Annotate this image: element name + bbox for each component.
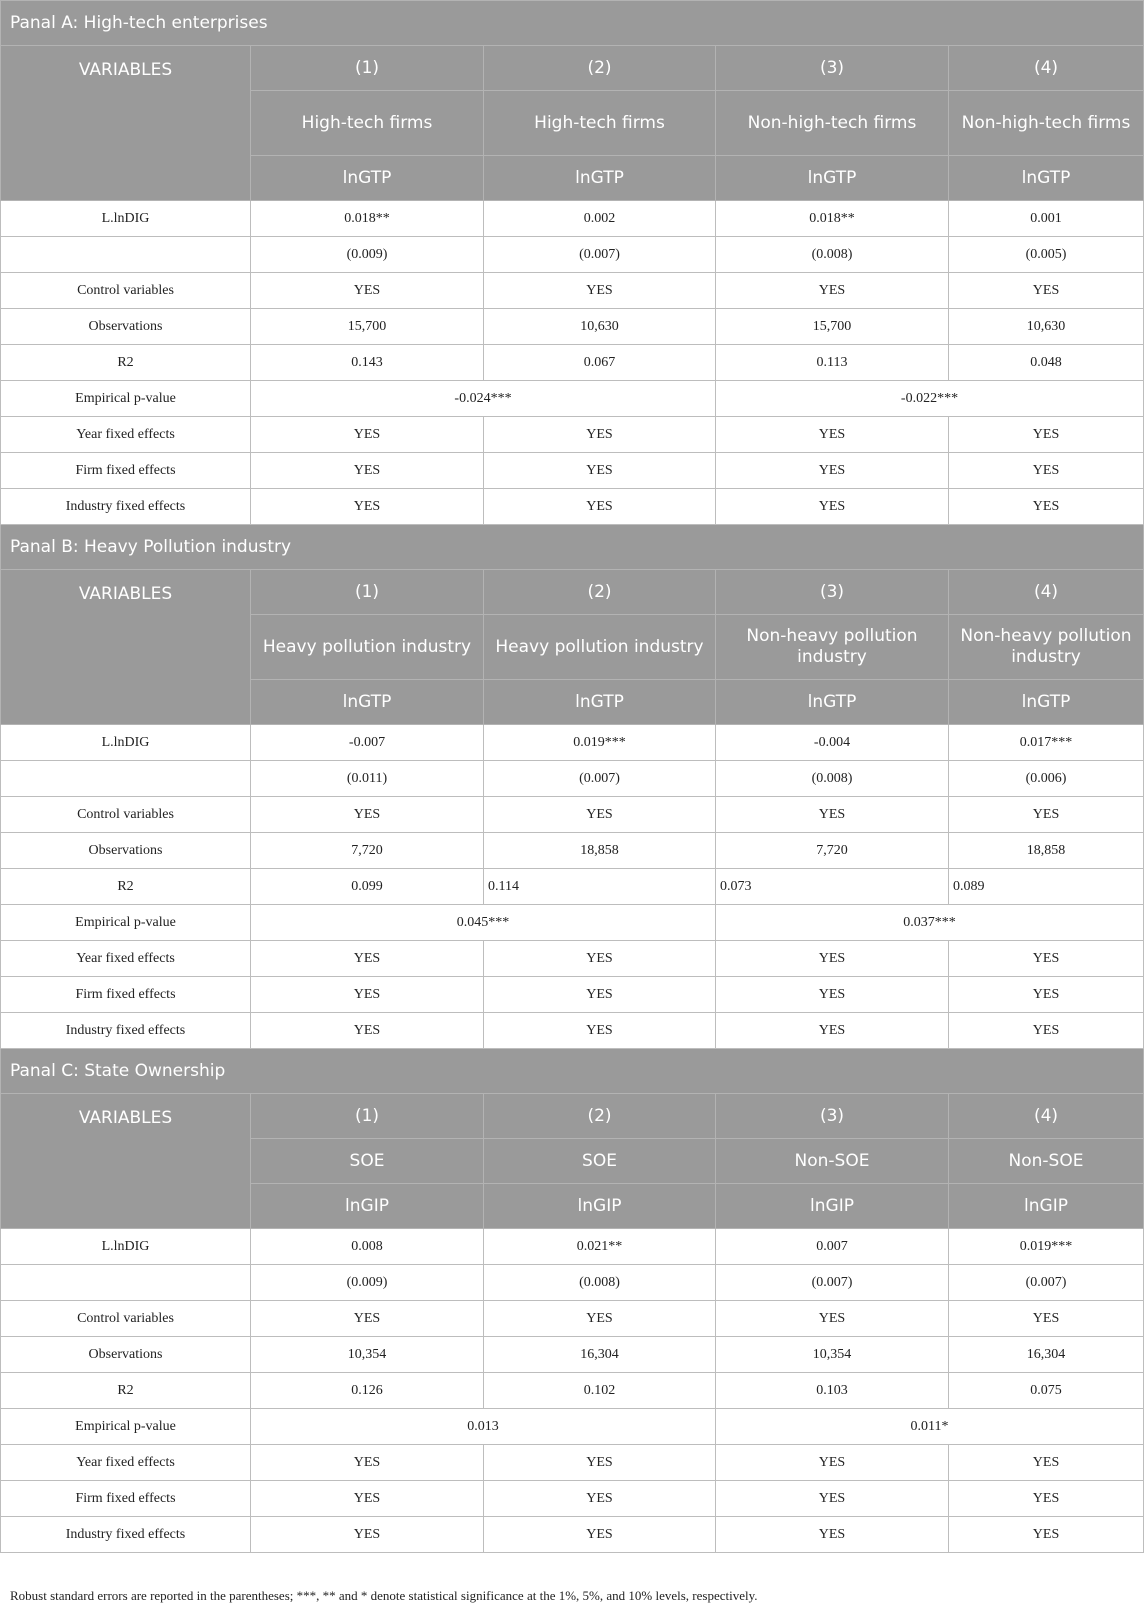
dependent-variable: lnGTP [716,680,949,725]
column-number: (4) [949,570,1144,615]
column-number: (3) [716,46,949,91]
table-row [1,1481,1144,1517]
table-row [1,345,1144,381]
dependent-variable: lnGTP [251,680,484,725]
value-cell: YES [716,797,949,833]
pvalue-cell: -0.022*** [716,381,1144,417]
group-header: Heavy pollution industry [251,615,484,680]
table-row [1,905,1144,941]
dependent-variable: lnGTP [484,156,716,201]
coef-cell: 0.019*** [949,1229,1144,1265]
pvalue-cell: 0.037*** [716,905,1144,941]
value-cell: YES [716,1445,949,1481]
se-cell: (0.008) [716,761,949,797]
row-label: Empirical p-value [1,1409,251,1445]
column-number: (4) [949,46,1144,91]
group-header: Non-high-tech firms [716,91,949,156]
value-cell: 0.126 [251,1373,484,1409]
row-label: Observations [1,833,251,869]
table-row [1,1265,1144,1301]
pvalue-cell: 0.013 [251,1409,716,1445]
value-cell: YES [484,417,716,453]
value-cell: YES [949,489,1144,525]
pvalue-cell: 0.011* [716,1409,1144,1445]
row-label: R2 [1,345,251,381]
value-cell: 10,630 [949,309,1144,345]
dependent-variable: lnGIP [716,1184,949,1229]
table-row [1,761,1144,797]
coef-cell: 0.002 [484,201,716,237]
column-number: (1) [251,1094,484,1139]
dependent-variable: lnGIP [484,1184,716,1229]
group-header: High-tech firms [484,91,716,156]
value-cell: YES [949,417,1144,453]
row-label: Firm fixed effects [1,977,251,1013]
pvalue-cell: -0.024*** [251,381,716,417]
coef-cell: 0.018** [716,201,949,237]
value-cell: YES [949,273,1144,309]
value-cell: 0.075 [949,1373,1144,1409]
value-cell: YES [716,453,949,489]
panel-c-colnum-row [1,1094,1144,1139]
coef-cell: -0.007 [251,725,484,761]
row-label: Observations [1,1337,251,1373]
value-cell: YES [484,489,716,525]
value-cell: YES [484,453,716,489]
table-row [1,417,1144,453]
value-cell: YES [484,1013,716,1049]
group-header: Non-SOE [716,1139,949,1184]
row-label: Observations [1,309,251,345]
value-cell: 10,354 [716,1337,949,1373]
row-label: Year fixed effects [1,1445,251,1481]
value-cell: 7,720 [716,833,949,869]
value-cell: YES [949,453,1144,489]
value-cell: YES [949,941,1144,977]
dependent-variable: lnGTP [484,680,716,725]
row-label: L.lnDIG [1,1229,251,1265]
table-row [1,1445,1144,1481]
value-cell: 0.099 [251,869,484,905]
value-cell: YES [949,1013,1144,1049]
row-label: R2 [1,869,251,905]
se-cell: (0.006) [949,761,1144,797]
table-row [1,453,1144,489]
panel-b-colnum-row [1,570,1144,615]
value-cell: YES [484,941,716,977]
value-cell: YES [484,1481,716,1517]
table-row [1,1409,1144,1445]
coef-cell: 0.017*** [949,725,1144,761]
se-cell: (0.009) [251,237,484,273]
se-cell: (0.007) [949,1265,1144,1301]
row-label: Control variables [1,273,251,309]
value-cell: 7,720 [251,833,484,869]
value-cell: 0.143 [251,345,484,381]
group-header: SOE [484,1139,716,1184]
column-number: (2) [484,46,716,91]
panel-title: Panal C: State Ownership [1,1049,1144,1094]
table-row [1,1373,1144,1409]
value-cell: YES [251,1301,484,1337]
value-cell: YES [251,1481,484,1517]
table-row [1,797,1144,833]
column-number: (2) [484,1094,716,1139]
table-row [1,1517,1144,1553]
value-cell: YES [716,941,949,977]
column-number: (4) [949,1094,1144,1139]
coef-cell: -0.004 [716,725,949,761]
se-cell: (0.011) [251,761,484,797]
coef-cell: 0.021** [484,1229,716,1265]
table-row [1,869,1144,905]
table-row [1,201,1144,237]
value-cell: YES [251,1517,484,1553]
pvalue-cell: 0.045*** [251,905,716,941]
value-cell: 16,304 [949,1337,1144,1373]
value-cell: YES [716,1517,949,1553]
value-cell: 0.114 [484,869,716,905]
dependent-variable: lnGIP [251,1184,484,1229]
table-row [1,725,1144,761]
value-cell: YES [251,941,484,977]
table-row [1,1337,1144,1373]
group-header: High-tech firms [251,91,484,156]
value-cell: YES [716,417,949,453]
value-cell: YES [716,1301,949,1337]
row-label: Control variables [1,797,251,833]
panel-title: Panal A: High-tech enterprises [1,1,1144,46]
column-number: (1) [251,570,484,615]
table-row [1,273,1144,309]
table-row [1,977,1144,1013]
value-cell: YES [716,489,949,525]
row-label-empty [1,1265,251,1301]
row-label: R2 [1,1373,251,1409]
value-cell: 10,354 [251,1337,484,1373]
value-cell: YES [251,273,484,309]
value-cell: 0.067 [484,345,716,381]
value-cell: 18,858 [484,833,716,869]
value-cell: YES [949,977,1144,1013]
value-cell: YES [716,1481,949,1517]
value-cell: YES [949,1481,1144,1517]
value-cell: YES [484,273,716,309]
value-cell: YES [251,1445,484,1481]
value-cell: YES [949,1445,1144,1481]
row-label: Control variables [1,1301,251,1337]
se-cell: (0.007) [484,761,716,797]
table-row [1,237,1144,273]
panel-title: Panal B: Heavy Pollution industry [1,525,1144,570]
panel-a-title-row [1,1,1144,46]
value-cell: YES [716,1013,949,1049]
dependent-variable: lnGTP [251,156,484,201]
panel-c-title-row [1,1049,1144,1094]
row-label: L.lnDIG [1,201,251,237]
value-cell: 0.048 [949,345,1144,381]
value-cell: 0.102 [484,1373,716,1409]
row-label: L.lnDIG [1,725,251,761]
value-cell: 0.103 [716,1373,949,1409]
row-label: Industry fixed effects [1,489,251,525]
group-header: Non-heavy pollution industry [716,615,949,680]
value-cell: YES [251,489,484,525]
coef-cell: 0.008 [251,1229,484,1265]
value-cell: 16,304 [484,1337,716,1373]
se-cell: (0.008) [716,237,949,273]
value-cell: YES [484,1445,716,1481]
value-cell: 0.113 [716,345,949,381]
row-label-empty [1,237,251,273]
se-cell: (0.009) [251,1265,484,1301]
se-cell: (0.007) [716,1265,949,1301]
dependent-variable: lnGTP [949,680,1144,725]
value-cell: YES [484,977,716,1013]
row-label: Empirical p-value [1,905,251,941]
value-cell: YES [251,977,484,1013]
coef-cell: 0.007 [716,1229,949,1265]
dependent-variable: lnGTP [716,156,949,201]
table-row [1,489,1144,525]
row-label: Year fixed effects [1,941,251,977]
value-cell: YES [716,977,949,1013]
variables-header: VARIABLES [1,1094,251,1229]
row-label: Firm fixed effects [1,453,251,489]
value-cell: YES [949,1517,1144,1553]
coef-cell: 0.019*** [484,725,716,761]
value-cell: YES [949,797,1144,833]
dependent-variable: lnGTP [949,156,1144,201]
value-cell: YES [484,1301,716,1337]
row-label: Year fixed effects [1,417,251,453]
row-label: Firm fixed effects [1,1481,251,1517]
variables-header: VARIABLES [1,570,251,725]
value-cell: 15,700 [251,309,484,345]
row-label: Empirical p-value [1,381,251,417]
value-cell: 18,858 [949,833,1144,869]
column-number: (3) [716,1094,949,1139]
se-cell: (0.005) [949,237,1144,273]
column-number: (3) [716,570,949,615]
value-cell: 0.089 [949,869,1144,905]
value-cell: 15,700 [716,309,949,345]
value-cell: 0.073 [716,869,949,905]
group-header: SOE [251,1139,484,1184]
value-cell: YES [484,797,716,833]
value-cell: YES [251,417,484,453]
variables-header: VARIABLES [1,46,251,201]
row-label: Industry fixed effects [1,1013,251,1049]
group-header: Non-SOE [949,1139,1144,1184]
se-cell: (0.008) [484,1265,716,1301]
table-footnote: Robust standard errors are reported in the parentheses; ***, ** and * denote statistical significance at the 1%, 5%, and 10% levels, respectively. [10,1588,758,1603]
group-header: Non-high-tech firms [949,91,1144,156]
value-cell: YES [251,1013,484,1049]
se-cell: (0.007) [484,237,716,273]
table-row [1,1229,1144,1265]
group-header: Non-heavy pollution industry [949,615,1144,680]
value-cell: YES [251,797,484,833]
value-cell: YES [484,1517,716,1553]
panel-b-title-row [1,525,1144,570]
table-row [1,381,1144,417]
value-cell: 10,630 [484,309,716,345]
row-label: Industry fixed effects [1,1517,251,1553]
column-number: (1) [251,46,484,91]
row-label-empty [1,761,251,797]
table-row [1,833,1144,869]
column-number: (2) [484,570,716,615]
table-row [1,1301,1144,1337]
panel-a-colnum-row [1,46,1144,91]
coef-cell: 0.001 [949,201,1144,237]
group-header: Heavy pollution industry [484,615,716,680]
table-row [1,1013,1144,1049]
value-cell: YES [251,453,484,489]
table-row [1,941,1144,977]
dependent-variable: lnGIP [949,1184,1144,1229]
value-cell: YES [949,1301,1144,1337]
value-cell: YES [716,273,949,309]
table-row [1,309,1144,345]
coef-cell: 0.018** [251,201,484,237]
